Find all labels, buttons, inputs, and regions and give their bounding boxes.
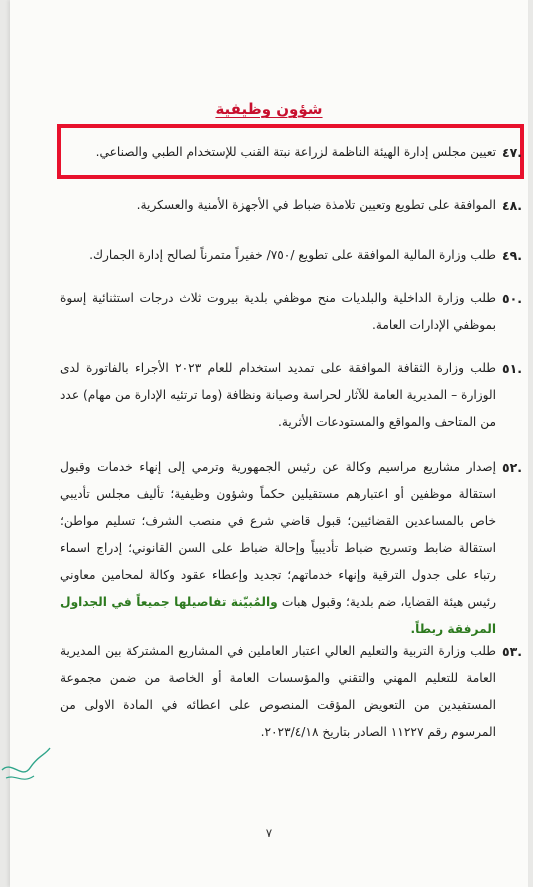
section-heading: شؤون وظيفية [215,100,323,118]
signature-mark [0,740,55,795]
item-text: طلب وزارة الثقافة الموافقة على تمديد استخدام للعام ٢٠٢٣ الأجراء بالفاتورة لدى الوزارة – المديرية العامة للآثار لحراسة وصيانة ونظافة (وما ترتئيه الإدارة من مهام) عدد من المتاحف والمواقع والمستودعات الأثرية. [60,361,496,429]
item-text-highlight: والمُبيّنة تفاصيلها جميعاً في الجداول المرفقة ربطاً. [60,595,496,636]
item-number: .٤٩ [501,248,522,263]
item-51 [60,355,522,436]
item-48 [60,192,522,219]
document-page [10,0,528,887]
item-number: .٤٧ [501,145,522,160]
item-text: تعيين مجلس إدارة الهيئة الناظمة لزراعة نبتة القنب للإستخدام الطبي والصناعي. [95,145,496,159]
item-text: الموافقة على تطويع وتعيين تلامذة ضباط في الأجهزة الأمنية والعسكرية. [136,198,496,212]
item-text: طلب وزارة الداخلية والبلديات منح موظفي بلدية بيروت ثلاث درجات استثنائية إسوة بموظفي الإدارات العامة. [60,291,496,332]
item-number: .٥٢ [501,460,522,475]
item-52 [60,454,522,643]
item-number: .٥١ [501,361,522,376]
item-47 [60,139,522,166]
item-number: .٥٣ [501,644,522,659]
page-number: ٧ [265,826,273,840]
item-number: .٤٨ [501,198,522,213]
item-49 [60,242,522,269]
item-number: .٥٠ [501,291,522,306]
item-text: طلب وزارة المالية الموافقة على تطويع /٧٥٠/ خفيراً متمرناً لصالح إدارة الجمارك. [89,248,496,262]
item-text: طلب وزارة التربية والتعليم العالي اعتبار العاملين في المشاريع المشتركة بين المديرية العامة للتعليم المهني والتقني والمؤسسات العامة أو الخاصة من ضمن مجموعة المستفيدين من التعويض المؤقت المنصوص على اعطائه في المادة الاولى من المرسوم رقم ١١٢٢٧ الصادر بتاريخ ٢٠٢٣/٤/١٨. [60,644,496,739]
item-50 [60,285,522,339]
item-text: إصدار مشاريع مراسيم وكالة عن رئيس الجمهورية وترمي إلى إنهاء خدمات وقبول استقالة موظفين أو اعتبارهم مستقيلين حكماً وشؤون وظيفية؛ تأليف مجلس تأديبي خاص بالمساعدين القضائيين؛ قبول قاضي شرع في منصب الشرف؛ تسليم مواطن؛ استقالة ضابط وتسريح ضباط تأديبياً وإحالة ضباط على السن القانوني؛ إدراج اسماء رتباء على جدول الترقية وإنهاء خدماتهم؛ تجديد وإعطاء عقود وكالة لمحامين معاوني رئيس هيئة القضايا، ضم بلدية؛ وقبول هبات [60,460,496,609]
item-53 [60,638,522,746]
